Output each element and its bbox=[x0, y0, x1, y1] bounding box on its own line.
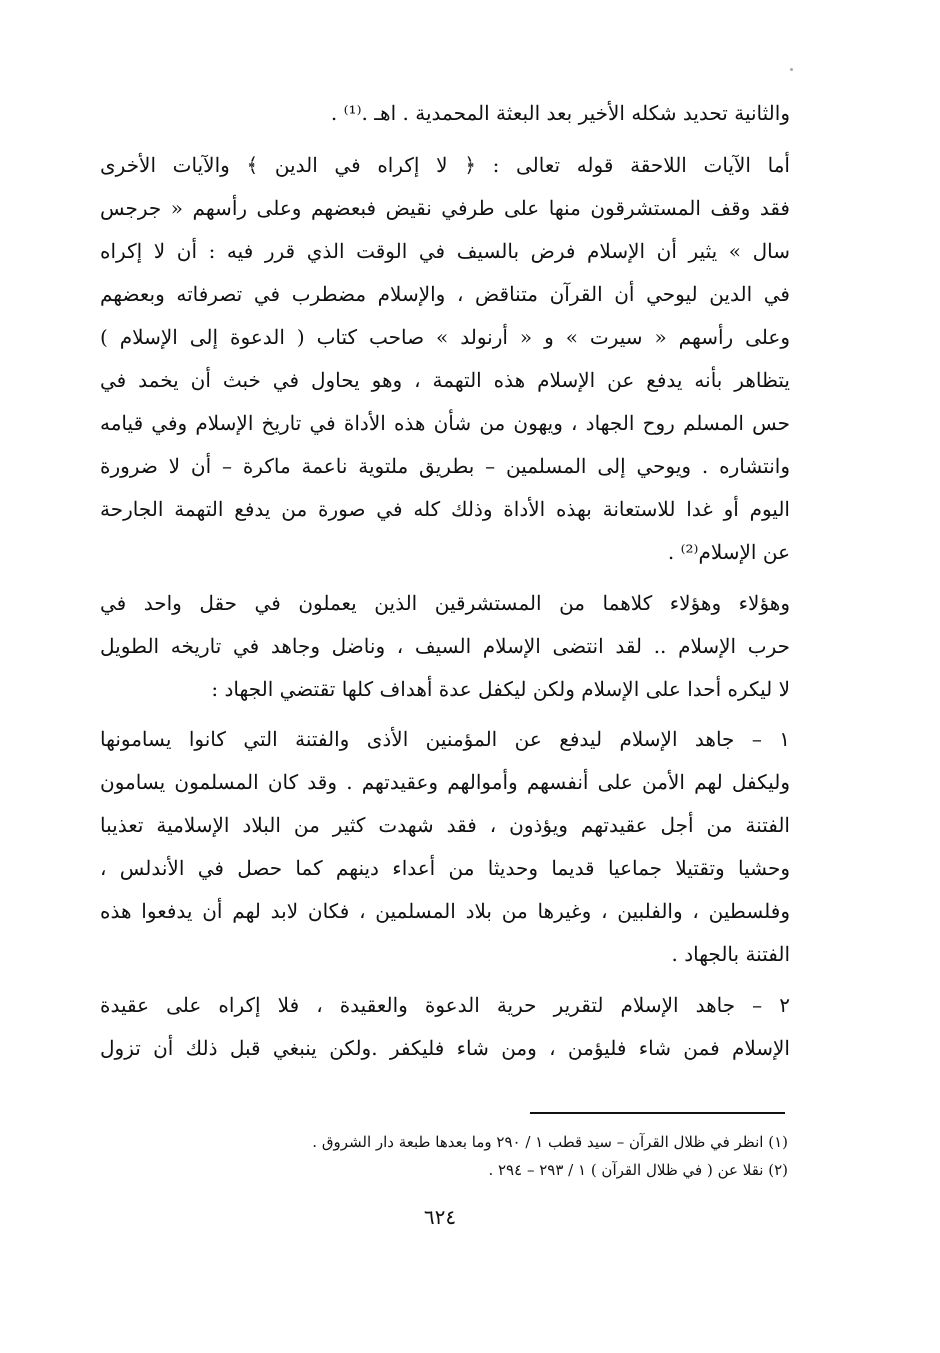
text-line: وهؤلاء وهؤلاء كلاهما من المستشرقين الذين يعملون في حقل واحد في bbox=[100, 591, 790, 615]
page-number: ٦٢٤ bbox=[423, 1205, 457, 1229]
text-line: حرب الإسلام .. لقد انتضى الإسلام السيف ، وناضل وجاهد في تاريخه الطويل bbox=[100, 634, 790, 658]
text-line: وحشيا وتقتيلا جماعيا قديما وحديثا من أعداء دينهم كما حصل في الأندلس ، bbox=[100, 856, 790, 880]
text-line: لا ليكره أحدا على الإسلام ولكن ليكفل عدة أهداف كلها تقتضي الجهاد : bbox=[211, 677, 790, 701]
text-line: يتظاهر بأنه يدفع عن الإسلام هذه التهمة ، وهو يحاول في خبث أن يخمد في bbox=[100, 368, 790, 392]
text-line: الإسلام فمن شاء فليؤمن ، ومن شاء فليكفر .ولكن ينبغي قبل ذلك أن تزول bbox=[100, 1036, 790, 1060]
text-line: فقد وقف المستشرقون منها على طرفي نقيض فبعضهم وعلى رأسهم « جرجس bbox=[100, 196, 790, 220]
text-line: سال » يثير أن الإسلام فرض بالسيف في الوقت الذي قرر فيه : أن لا إكراه bbox=[100, 239, 790, 263]
text-line: وعلى رأسهم « سيرت » و « أرنولد » صاحب كتاب ( الدعوة إلى الإسلام ) bbox=[100, 325, 790, 349]
footnote-2: (٢) نقلا عن ( في ظلال القرآن ) ١ / ٢٩٣ – ٢٩٤ . bbox=[488, 1161, 788, 1179]
paragraph-verses bbox=[100, 144, 790, 574]
footnotes bbox=[168, 1128, 788, 1184]
text-line: الفتنة بالجهاد . bbox=[671, 942, 790, 966]
text-line: وليكفل لهم الأمن على أنفسهم وأموالهم وعقيدتهم . وقد كان المسلمون يسامون bbox=[100, 770, 790, 794]
text-line: أما الآيات اللاحقة قوله تعالى : ﴿ لا إكراه في الدين ﴾ والآيات الأخرى bbox=[100, 153, 790, 177]
text-line: اليوم أو غدا للاستعانة بهذه الأداة وذلك كله في صورة من يدفع التهمة الجارحة bbox=[100, 497, 790, 521]
text-line: الفتنة من أجل عقيدتهم ويؤذون ، فقد شهدت كثير من البلاد الإسلامية تعذيبا bbox=[100, 813, 790, 837]
text-line: ٢ – جاهد الإسلام لتقرير حرية الدعوة والعقيدة ، فلا إكراه على عقيدة bbox=[100, 993, 790, 1017]
text-line: وانتشاره . ويوحي إلى المسلمين – بطريق ملتوية ناعمة ماكرة – أن لا ضرورة bbox=[100, 454, 790, 478]
text-line: ١ – جاهد الإسلام ليدفع عن المؤمنين الأذى والفتنة التي كانوا يسامونها bbox=[100, 727, 790, 751]
footnote-divider bbox=[530, 1112, 785, 1114]
paragraph-point-2 bbox=[100, 984, 790, 1070]
text-line: حس المسلم روح الجهاد ، ويهون من شأن هذه الأداة في تاريخ الإسلام وفي قيامه bbox=[100, 411, 790, 435]
text-line: والثانية تحديد شكله الأخير بعد البعثة المحمدية . اهـ .⁽¹⁾ . bbox=[330, 101, 790, 125]
text-line: وفلسطين ، والفلبين ، وغيرها من بلاد المسلمين ، فكان لابد لهم أن يدفعوا هذه bbox=[100, 899, 790, 923]
footnote-1: (١) انظر في ظلال القرآن – سيد قطب ١ / ٢٩٠ وما بعدها طبعة دار الشروق . bbox=[312, 1133, 788, 1151]
text-line: في الدين ليوحي أن القرآن متناقض ، والإسلام مضطرب في تصرفاته وبعضهم bbox=[100, 282, 790, 306]
paragraph-continuation bbox=[100, 92, 790, 135]
scan-speck bbox=[790, 68, 793, 71]
text-line: عن الإسلام⁽²⁾ . bbox=[667, 540, 790, 564]
paragraph-point-1 bbox=[100, 718, 790, 976]
paragraph-orientalists bbox=[100, 582, 790, 711]
